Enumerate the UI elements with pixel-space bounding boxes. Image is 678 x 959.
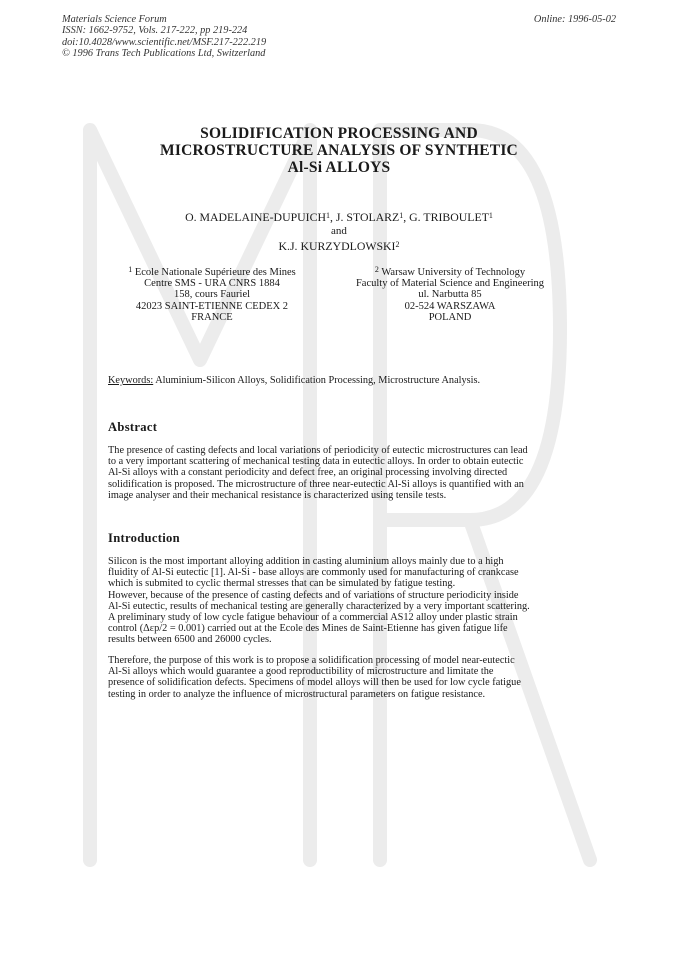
intro-line: A preliminary study of low cycle fatigue behaviour of a commercial AS12 alloy under plastic strain [108,612,518,624]
author-affil-marker: 1 [488,211,493,220]
author-affil-marker: 1 [326,211,330,220]
publication-info [62,14,266,59]
issn-line: ISSN: 1662-9752, Vols. 217-222, pp 219-224 [62,25,248,37]
intro-line: Therefore, the purpose of this work is to propose a solidification processing of model near-eutectic [108,655,515,666]
title-line-3: Al-Si ALLOYS [287,159,391,176]
affil-2-line-3: ul. Narbutta 85 [418,289,482,301]
affiliation-2 [350,264,550,323]
title-line-2: MICROSTRUCTURE ANALYSIS OF SYNTHETIC [160,142,518,159]
affil-1-line-5: FRANCE [191,311,233,323]
abstract-line: The presence of casting defects and local variations of periodicity of eutectic microstructures can lead [108,445,528,456]
doi-link[interactable]: doi:10.4028/www.scientific.net/MSF.217-222.219 [62,36,267,48]
author-triboulet: , G. TRIBOULET [403,210,489,224]
affil-1-line-2: Centre SMS - URA CNRS 1884 [144,278,280,290]
paper-title [0,125,678,176]
keywords-text: Aluminium-Silicon Alloys, Solidification Processing, Microstructure Analysis. [153,375,481,386]
affil-2-line-5: POLAND [428,311,472,323]
introduction-paragraph-2 [108,655,570,700]
intro-line: Silicon is the most important alloying addition in casting aluminium alloys mainly due to a high [108,556,504,567]
intro-line: However, because of the presence of casting defects and of variations of structure periodicity inside [108,589,519,601]
affiliation-1 [108,264,316,323]
affil-marker: 1 [128,265,133,274]
intro-line: presence of solidification defects. Specimens of model alloys will then be used for low cycle fatigue [108,677,521,689]
affil-2-line-2: Faculty of Material Science and Engineering [355,278,545,290]
abstract-heading: Abstract [108,420,158,434]
intro-line: control (Δεp/2 = 0.001) carried out at the Ecole des Mines de Saint-Etienne has given fatigue life [108,623,508,635]
authors-line-2 [0,238,678,254]
abstract-body [108,445,570,501]
abstract-line: solidification is proposed. The microstructure of three near-eutectic Al-Si alloys is quantified with an [108,478,524,490]
affil-2-line-1: Warsaw University of Technology [378,267,526,278]
author-madelaine-dupuich: O. MADELAINE-DUPUICH [185,210,326,224]
author-affil-marker: 1 [399,211,404,220]
affil-1-line-1: Ecole Nationale Supérieure des Mines [132,267,296,278]
title-line-1: SOLIDIFICATION PROCESSING AND [200,125,478,142]
affil-marker: 2 [374,265,379,274]
abstract-line: Al-Si alloys with a constant periodicity and defect free, an original processing involving directed [108,467,508,479]
author-affil-marker: 2 [395,240,400,249]
introduction-heading: Introduction [108,531,180,545]
author-stolarz: , J. STOLARZ [330,210,400,224]
journal-name: Materials Science Forum [62,14,167,25]
online-date: Online: 1996-05-02 [533,14,616,25]
intro-line: which is submited to cyclic thermal stresses that can be simulated by fatigue testing. [108,578,456,590]
keywords-line [108,375,480,386]
abstract-line: image analyser and their mechanical resistance is characterized using tensile tests. [108,489,447,501]
authors-line-1 [0,209,678,225]
intro-line: results between 6500 and 26000 cycles. [108,634,272,646]
affil-1-line-4: 42023 SAINT-ETIENNE CEDEX 2 [135,300,289,312]
intro-line: fluidity of Al-Si eutectic [1]. Al-Si - base alloys are commonly used for manufacturing of crankcase [108,567,519,579]
intro-line: testing in order to analyze the influence of microstructural parameters on fatigue resistance. [108,688,486,700]
copyright-line: © 1996 Trans Tech Publications Ltd, Switzerland [62,47,266,59]
author-list [0,209,678,254]
intro-line: Al-Si eutectic, results of mechanical testing are generally characterized by a very important scattering. [108,600,530,612]
affil-1-line-3: 158, cours Fauriel [173,289,251,301]
affil-2-line-4: 02-524 WARSZAWA [404,300,496,312]
intro-line: Al-Si alloys which would guarantee a good reproductibility of microstructure and limitate the [108,666,494,678]
abstract-line: to a very important scattering of mechanical testing data in eutectic alloys. In order to obtain eutectic [108,456,524,468]
keywords-label: Keywords: [108,375,154,386]
introduction-paragraph-1 [108,556,570,646]
author-kurzydlowski: K.J. KURZYDLOWSKI [278,239,396,253]
authors-and: and [331,224,347,237]
